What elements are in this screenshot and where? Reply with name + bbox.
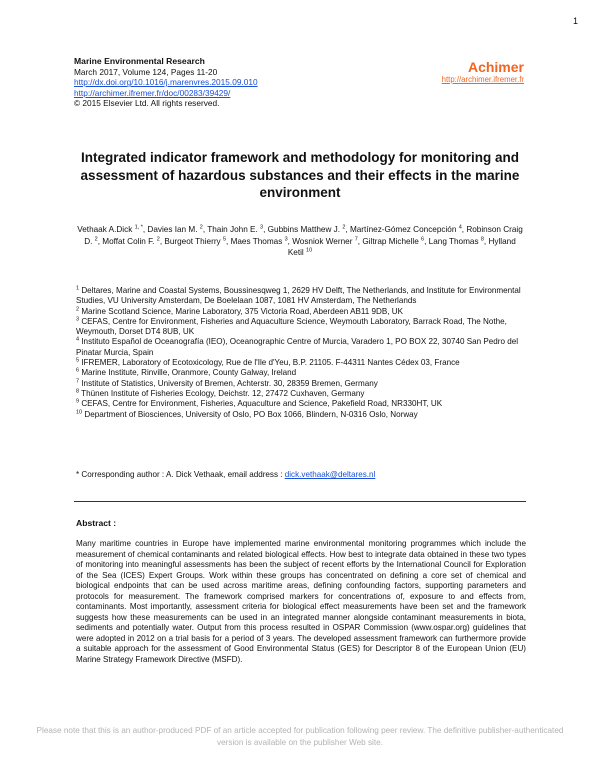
affiliation-number: 8 (76, 388, 80, 395)
author (207, 225, 263, 234)
author-name: Wosniok Werner (292, 236, 353, 246)
achimer-brand: Achimer (467, 59, 524, 75)
citation-header (74, 56, 374, 109)
author-name: Martínez-Gómez Concepción (349, 225, 457, 234)
author-name: Thain John E. (207, 225, 258, 234)
author-list: Vethaak A.Dick $^{1, *}$, Davies Ian M. $^2$, Thain John E. $^3$, Gubbins Matthew J. $^2$, Martínez-Gómez Concepción $^4$, Robinson Craig D. $^2$, Moffat Colin F. $^2$, Burgeot Thierry $^5$, Maes Thomas $^3$, Wosniok Werner $^7$, Giltrap Michelle $^6$, Lang Thomas $^8$, Hylland Ketil $^{10}$ (77, 224, 523, 257)
affiliation (76, 399, 528, 409)
author-affiliation-mark: 4 (458, 224, 462, 231)
author-name: Lang Thomas (428, 236, 479, 246)
author (77, 225, 143, 234)
author-affiliation-mark: 2 (342, 224, 346, 231)
author-affiliation-mark: 2 (156, 235, 160, 242)
affiliation-number: 9 (76, 398, 80, 405)
author-name: Hylland Ketil (287, 236, 516, 257)
footer-note: Please note that this is an author-produced PDF of an article accepted for publication following peer review. The definitive publisher-authenticated version is available on the publisher Web site. (36, 726, 564, 747)
affiliation-text: Department of Biosciences, University of Oslo, PO Box 1066, Blindern, N-0316 Oslo, Norway (84, 409, 418, 419)
affiliation (76, 389, 528, 399)
affiliation (76, 337, 528, 358)
affiliation (76, 286, 528, 307)
corresponding-author (76, 470, 375, 479)
author-name: Robinson Craig D. (84, 225, 523, 246)
copyright: © 2015 Elsevier Ltd. All rights reserved. (74, 98, 220, 109)
author-affiliation-mark: 2 (199, 224, 203, 231)
author (102, 237, 160, 246)
affiliation (76, 358, 528, 368)
author-name: Giltrap Michelle (362, 236, 419, 246)
journal-name: Marine Environmental Research (74, 56, 205, 66)
affiliation (76, 410, 528, 420)
author-name: Vethaak A.Dick (77, 225, 133, 234)
affiliation-number: 2 (76, 305, 80, 312)
author-affiliation-mark: 10 (306, 247, 313, 254)
affiliation-number: 1 (76, 285, 80, 292)
author (164, 237, 226, 246)
author-affiliation-mark: 8 (480, 235, 484, 242)
affiliation-number: 7 (76, 377, 80, 384)
affiliation-text: CEFAS, Centre for Environment, Fisheries and Aquaculture Science, Weymouth Laboratory, Barrack Road, The Nothe, Weymouth, Dorset DT4 8UB, UK (76, 316, 507, 337)
author (350, 225, 462, 234)
affiliation-number: 6 (76, 367, 80, 374)
abstract-heading: Abstract : (76, 518, 117, 528)
author (268, 225, 346, 234)
archive-link[interactable]: http://archimer.ifremer.fr/doc/00283/39429/ (74, 87, 231, 98)
affiliation-number: 3 (76, 316, 80, 323)
affiliation-number: 5 (76, 357, 80, 364)
affiliation (76, 307, 528, 317)
author (147, 225, 202, 234)
affiliation-text: Marine Institute, Rinville, Oranmore, County Galway, Ireland (81, 368, 297, 378)
author (429, 237, 484, 246)
affiliation (76, 368, 528, 378)
author-affiliation-mark: 5 (222, 235, 226, 242)
author (362, 237, 424, 246)
affiliation-text: Marine Scotland Science, Marine Laboratory, 375 Victoria Road, Aberdeen AB11 9DB, UK (81, 306, 403, 316)
author-name: Gubbins Matthew J. (267, 225, 341, 234)
affiliation-text: Thünen Institute of Fisheries Ecology, Deichstr. 12, 27472 Cuxhaven, Germany (81, 388, 365, 398)
issue-info: March 2017, Volume 124, Pages 11-20 (74, 66, 218, 77)
achimer-logo (442, 59, 524, 84)
affiliation (76, 379, 528, 389)
author-affiliation-mark: 7 (354, 235, 358, 242)
affiliation-text: CEFAS, Centre for Environment, Fisheries, Aquaculture and Science, Pakefield Road, NR330HT, UK (81, 399, 443, 409)
affiliation-text: Institute of Statistics, University of Bremen, Achterstr. 30, 28359 Bremen, Germany (81, 378, 378, 388)
author-affiliation-mark: 1, * (134, 224, 143, 231)
page-number: 1 (572, 16, 578, 26)
affiliation-number: 4 (76, 336, 80, 343)
affiliation (76, 317, 528, 338)
corresponding-email[interactable]: dick.vethaak@deltares.nl (284, 470, 376, 479)
author-affiliation-mark: 6 (421, 235, 425, 242)
abstract-text: Many maritime countries in Europe have implemented marine environmental monitoring programmes which include the measurement of chemical contaminants and related biological effects. How best to integrate data obtained in these two types of monitoring into meaningful assessments has been the subject of recent efforts by the International Council for Exploration of the Sea (ICES) Expert Groups. Work within these groups has concentrated on defining a core set of chemical and biological endpoints that can be used across maritime areas, defining confounding factors, supporting parameters and protocols for measurement. The framework comprised markers for concentrations of, exposure to and effects from, contaminants. Most importantly, assessment criteria for biological effect measurements have been set and the framework suggests how these measurements can be used in an integrated manner alongside contaminant measurements in biota, sediments and potentially water. Output from this process resulted in OSPAR Commission (www.ospar.org) guidelines that were adopted in 2012 on a trial basis for a period of 3 years. The developed assessment framework can furthermore provide a suitable approach for the assessment of Good Environmental Status (GES) for Descriptor 8 of the European Union (EU) Marine Strategy Framework Directive (MSFD). (76, 539, 526, 664)
author (231, 237, 288, 246)
affiliation-number: 10 (76, 408, 83, 415)
section-divider (74, 501, 526, 502)
author-affiliation-mark: 2 (94, 235, 98, 242)
author-name: Moffat Colin F. (102, 236, 155, 246)
author-name: Burgeot Thierry (164, 236, 221, 246)
author-name: Davies Ian M. (147, 225, 198, 234)
affiliation-list (76, 286, 528, 420)
author-name: Maes Thomas (230, 236, 283, 246)
author (292, 237, 358, 246)
author-affiliation-mark: 3 (284, 235, 288, 242)
corresponding-text: * Corresponding author : A. Dick Vethaak, email address : (76, 470, 285, 479)
achimer-link[interactable]: http://archimer.ifremer.fr (441, 75, 524, 84)
affiliation-text: IFREMER, Laboratory of Ecotoxicology, Rue de l'Ile d'Yeu, B.P. 21105. F-44311 Nantes Cédex 03, France (81, 358, 460, 368)
author-affiliation-mark: 3 (260, 224, 264, 231)
affiliation-text: Instituto Español de Oceanografía (IEO), Oceanographic Centre of Murcia, Varadero 1, PO BOX 22, 30740 San Pedro del Pinatar Murcia, Spain (76, 337, 519, 357)
paper-title: Integrated indicator framework and methodology for monitoring and assessment of hazardous substances and their effects in the marine environment (80, 150, 520, 200)
affiliation-text: Deltares, Marine and Coastal Systems, Boussinesqweg 1, 2629 HV Delft, The Netherlands, and Institute for Environmental Studies, VU University Amsterdam, De Boelelaan 1087, 1081 HV Amsterdam, The Netherlands (76, 286, 521, 306)
doi-link[interactable]: http://dx.doi.org/10.1016/j.marenvres.2015.09.010 (74, 77, 258, 88)
